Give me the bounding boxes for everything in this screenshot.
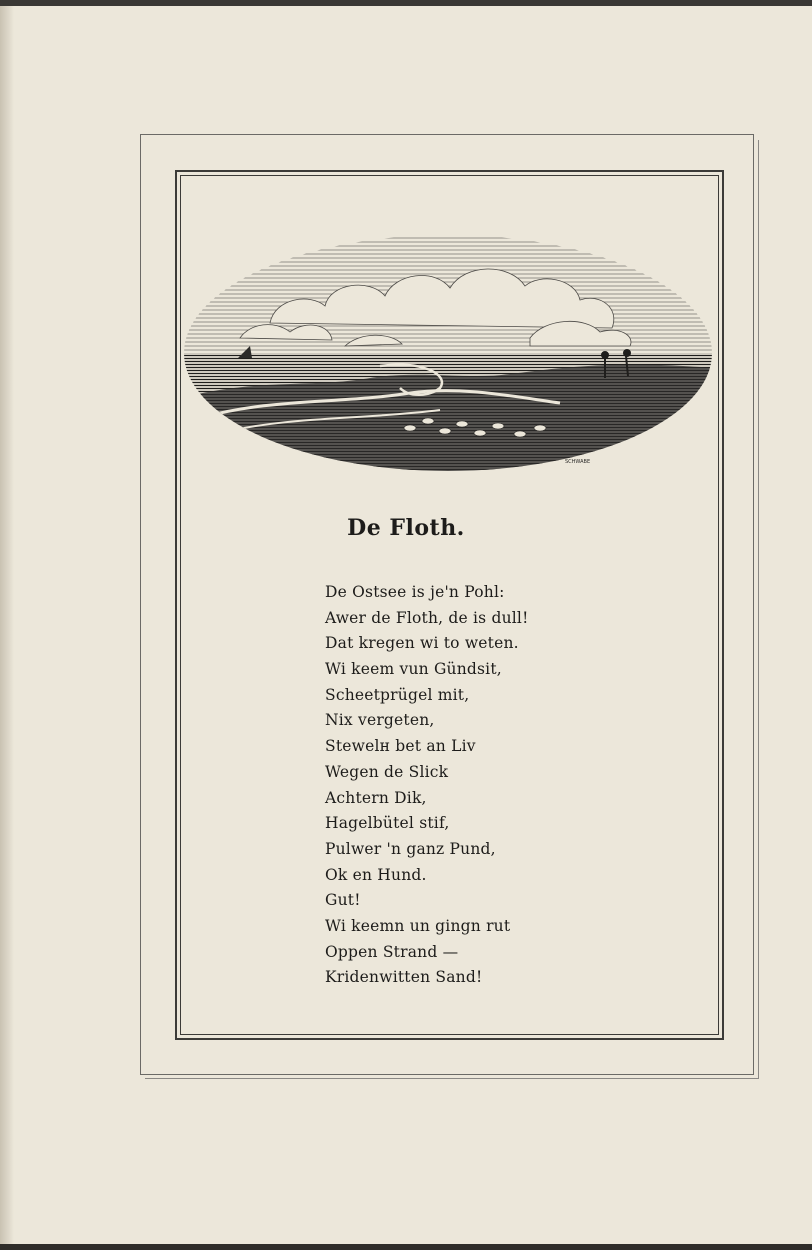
poem-line: Wegen de Slick [325,762,449,781]
engraver-signature: SCHWABE [565,459,591,465]
poem-line: Wi keem vun Gündsit, [325,660,502,679]
poem-title: De Floth. [347,515,465,541]
poem-line: Awer de Floth, de is dull! [325,608,529,627]
book-bottom-edge [0,1244,812,1250]
poem-line: Pulwer 'n ganz Pund, [325,839,496,858]
poem-line: Hagelbütel stif, [325,814,450,833]
poem-line: Oppen Strand — [325,942,459,961]
poem-line: Kridenwitten Sand! [325,968,483,987]
outer-frame-shadow-right [758,140,759,1078]
poem-line: Gut! [325,891,361,910]
poem-line: De Ostsee is je'n Pohl: [325,583,505,601]
poem-line: Ok en Hund. [325,865,427,884]
poem-line: Scheetprügel mit, [325,685,470,704]
book-top-edge [0,0,812,6]
poem-line: Achtern Dik, [325,788,427,807]
book-gutter [0,6,14,1244]
poem-line: Nix vergeten, [325,711,435,730]
engraving-vignette [180,228,715,473]
outer-frame-shadow-bottom [145,1075,759,1079]
poem-body [325,580,529,991]
poem-line: Wi keemn un gingn rut [325,916,511,935]
poem-line: Stewelн bet an Liv [325,737,476,756]
poem-line: Dat kregen wi to weten. [325,634,519,653]
